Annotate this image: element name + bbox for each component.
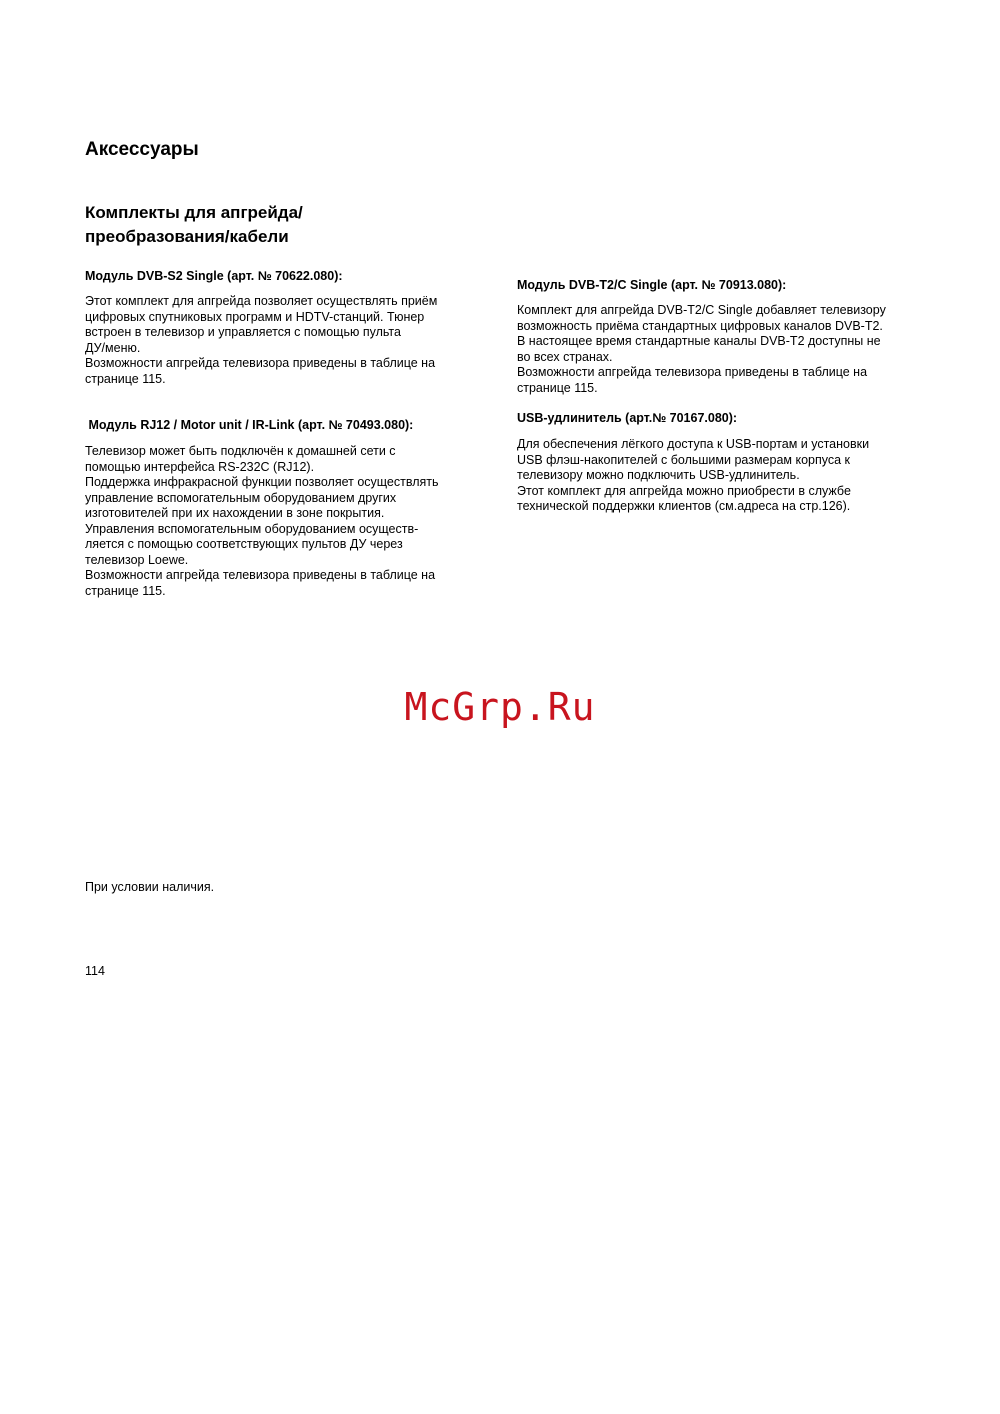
dvb-t2-heading: Модуль DVB-T2/C Single (арт. № 70913.080): — [517, 278, 787, 292]
usb-extender-paragraph — [517, 437, 915, 515]
text-line: технической поддержки клиентов (см.адреса на стр.126). — [517, 499, 851, 513]
text-line: изготовителей при их нахождении в зоне покрытия. — [85, 506, 385, 520]
watermark: McGrp.Ru — [404, 685, 596, 729]
rj12-paragraph — [85, 444, 468, 599]
text-line: Возможности апгрейда телевизора приведены в таблице на — [517, 365, 868, 379]
text-line: помощью интерфейса RS-232C (RJ12). — [85, 459, 315, 474]
text-line: Комплект для апгрейда DVB-T2/C Single добавляет телевизору — [517, 303, 886, 317]
text-line: управление вспомогательным оборудованием других — [85, 490, 397, 505]
text-line: В настоящее время стандартные каналы DVB-T2 доступны не — [517, 334, 881, 348]
text-line: цифровых спутниковых программ и HDTV-станций. Тюнер — [85, 309, 425, 324]
text-line: странице 115. — [517, 380, 598, 395]
page-title: Аксессуары — [85, 139, 199, 160]
text-line: Возможности апгрейда телевизора приведены в таблице на — [85, 568, 436, 582]
rj12-heading: Модуль RJ12 / Motor unit / IR-Link (арт. № 70493.080): — [85, 418, 414, 432]
dvb-t2-paragraph — [517, 303, 915, 396]
text-line: Поддержка инфракрасной функции позволяет осуществлять — [85, 475, 439, 489]
text-line: Для обеспечения лёгкого доступа к USB-портам и установки — [517, 437, 870, 451]
section-title — [85, 201, 303, 249]
text-line: Телевизор может быть подключён к домашней сети с — [85, 444, 396, 458]
text-line: встроен в телевизор и управляется с помощью пульта — [85, 325, 401, 339]
text-line: ДУ/меню. — [85, 340, 141, 355]
text-line: ляется с помощью соответствующих пультов ДУ через — [85, 537, 403, 551]
dvb-s2-paragraph — [85, 294, 468, 387]
text-line: Этот комплект для апгрейда можно приобрести в службе — [517, 483, 851, 498]
text-line: телевизору можно подключить USB-удлинитель. — [517, 468, 800, 482]
section-title-line-2: преобразования/кабели — [85, 227, 289, 246]
text-line: странице 115. — [85, 583, 166, 598]
text-line: Управления вспомогательным оборудованием осуществ- — [85, 521, 419, 536]
usb-extender-heading: USB-удлинитель (арт.№ 70167.080): — [517, 411, 738, 425]
text-line: USB флэш-накопителей с большими размерам корпуса к — [517, 452, 851, 467]
text-line: во всех странах. — [517, 349, 613, 364]
page-number: 114 — [85, 964, 105, 978]
footnote: При условии наличия. — [85, 880, 215, 894]
text-line: странице 115. — [85, 371, 166, 386]
text-line: Этот комплект для апгрейда позволяет осуществлять приём — [85, 294, 438, 308]
text-line: возможность приёма стандартных цифровых каналов DVB-T2. — [517, 318, 883, 333]
text-line: телевизор Loewe. — [85, 552, 189, 567]
section-title-line-1: Комплекты для апгрейда/ — [85, 203, 303, 222]
text-line: Возможности апгрейда телевизора приведены в таблице на — [85, 356, 436, 370]
dvb-s2-heading: Модуль DVB-S2 Single (арт. № 70622.080): — [85, 269, 343, 283]
